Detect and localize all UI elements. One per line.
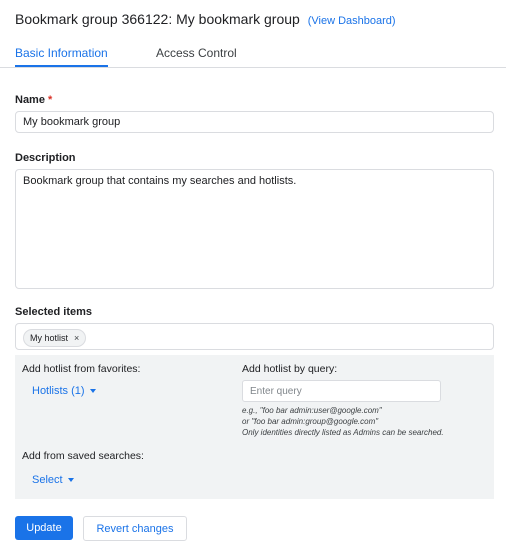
- update-button[interactable]: Update: [15, 516, 73, 540]
- favorites-label: Add hotlist from favorites:: [22, 363, 141, 375]
- query-input[interactable]: [242, 380, 441, 402]
- query-hint-line-1: e.g., "foo bar admin:user@google.com": [242, 406, 382, 415]
- chevron-down-icon: [90, 389, 96, 393]
- description-field[interactable]: Bookmark group that contains my searches and hotlists.: [15, 169, 494, 289]
- name-field[interactable]: My bookmark group: [15, 111, 494, 133]
- tab-basic-information[interactable]: Basic Information: [15, 46, 108, 60]
- remove-chip-icon[interactable]: ×: [74, 333, 80, 343]
- chevron-down-icon: [68, 478, 74, 482]
- page-header: [15, 11, 396, 27]
- tab-access-control[interactable]: Access Control: [156, 46, 237, 60]
- selected-item-chip: [23, 329, 86, 347]
- name-label-text: Name: [15, 94, 45, 106]
- page-title: Bookmark group 366122: My bookmark group: [15, 11, 300, 27]
- revert-changes-button[interactable]: Revert changes: [83, 516, 187, 541]
- name-label: [15, 94, 52, 106]
- query-label: Add hotlist by query:: [242, 363, 338, 375]
- add-items-panel: [15, 355, 494, 499]
- tab-bar: [0, 40, 506, 68]
- view-dashboard-link[interactable]: (View Dashboard): [307, 15, 396, 27]
- selected-items-label: Selected items: [15, 306, 93, 318]
- active-tab-indicator: [15, 65, 108, 67]
- hotlists-dropdown-button[interactable]: [32, 385, 96, 397]
- query-hint-line-3: Only identities directly listed as Admins can be searched.: [242, 428, 444, 437]
- hotlists-dropdown-label: Hotlists (1): [32, 385, 85, 397]
- required-marker: *: [47, 94, 53, 106]
- query-hint-line-2: or "foo bar admin:group@google.com": [242, 417, 379, 426]
- saved-searches-label: Add from saved searches:: [22, 450, 144, 462]
- selected-items-field[interactable]: [15, 323, 494, 350]
- chip-label: My hotlist: [30, 333, 69, 343]
- saved-searches-select-button[interactable]: [32, 474, 74, 486]
- select-dropdown-label: Select: [32, 474, 63, 486]
- description-label: Description: [15, 152, 76, 164]
